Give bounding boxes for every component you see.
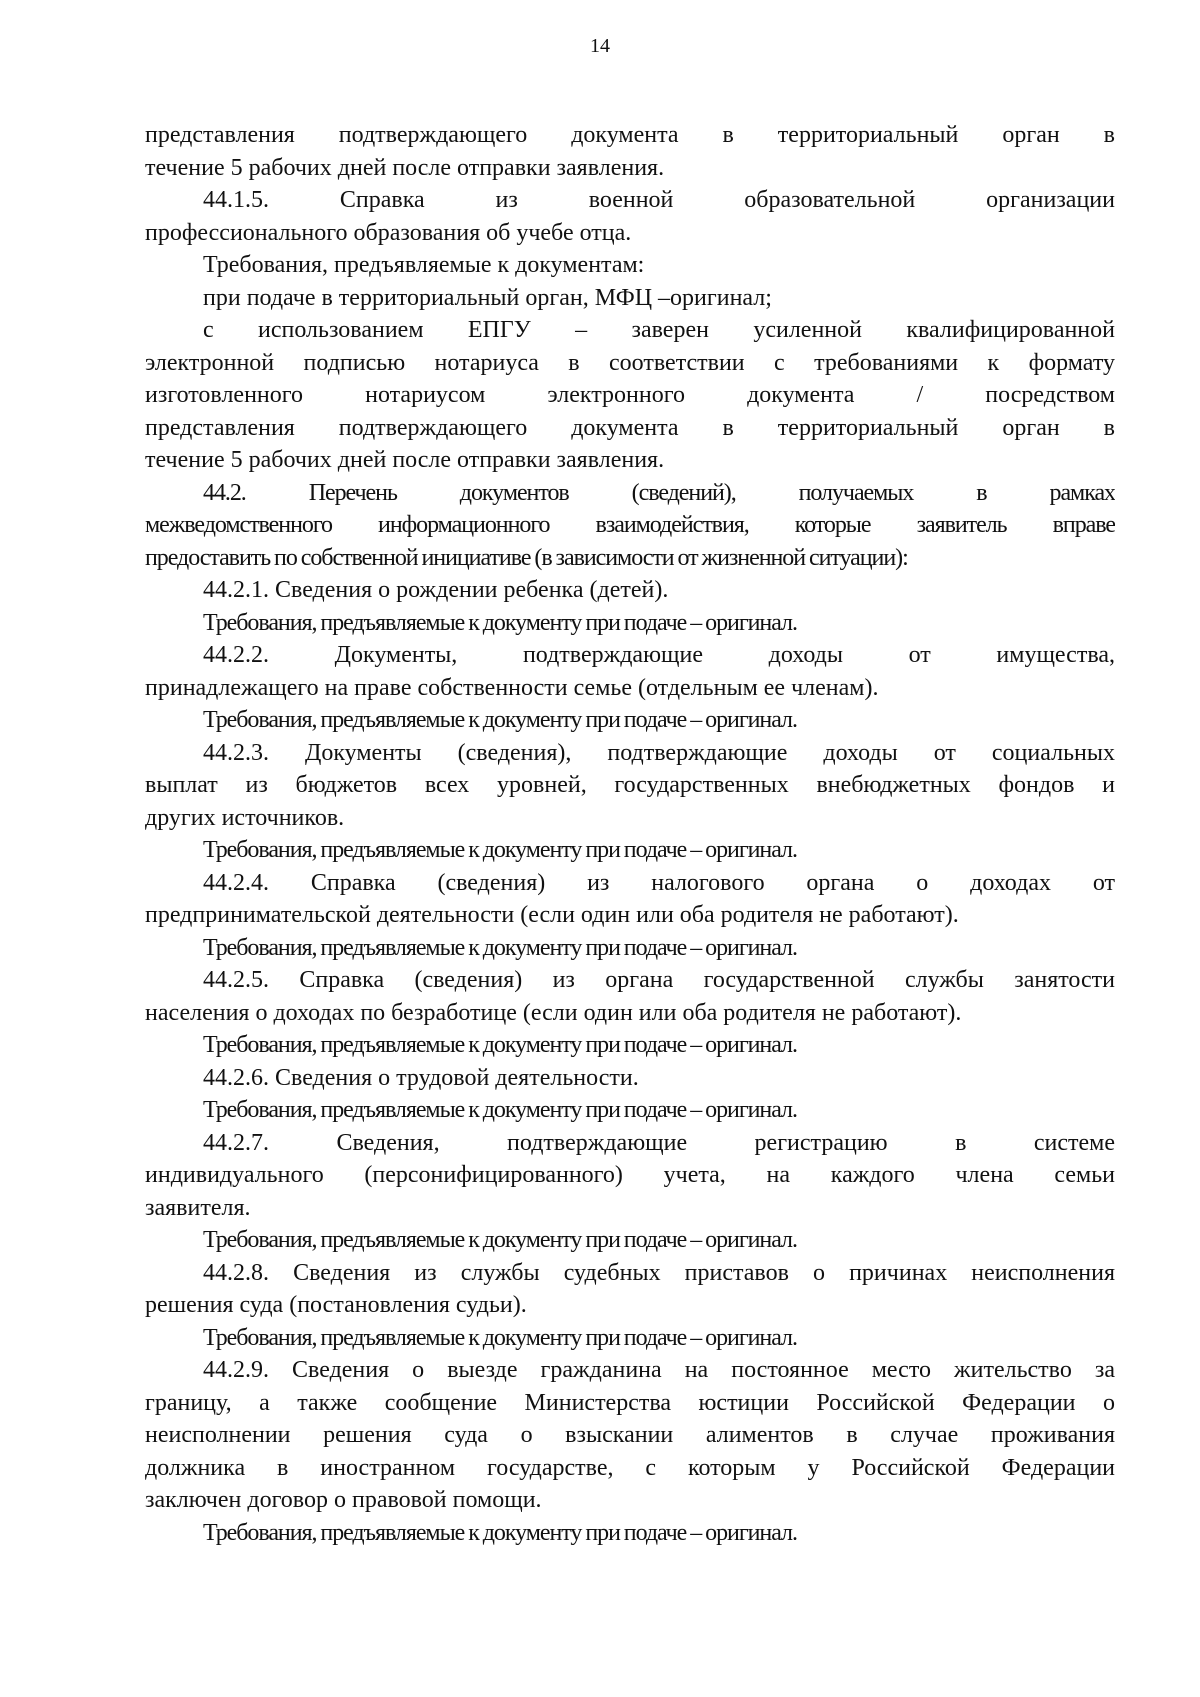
- page-number: 14: [590, 35, 610, 57]
- text-line: течение 5 рабочих дней после отправки заявления.: [145, 447, 665, 473]
- text-line: заключен договор о правовой помощи.: [145, 1487, 542, 1513]
- text-line: 44.2.2. Документы, подтверждающие доходы от имущества,: [203, 642, 1115, 668]
- text-line: 44.2.3. Документы (сведения), подтверждающие доходы от социальных: [203, 739, 1115, 766]
- text-line: Требования, предъявляемые к документам:: [203, 252, 645, 278]
- text-line: 44.2. Перечень документов (сведений), получаемых в рамках: [203, 479, 1115, 506]
- text-line: 44.2.4. Справка (сведения) из налогового органа о доходах от: [203, 869, 1115, 896]
- text-line: индивидуального (персонифицированного) учета, на каждого члена семьи: [145, 1162, 1115, 1188]
- text-line: Требования, предъявляемые к документу при подаче – оригинал.: [203, 609, 797, 636]
- text-line: Требования, предъявляемые к документу при подаче – оригинал.: [203, 1032, 797, 1058]
- text-line: Требования, предъявляемые к документу при подаче – оригинал.: [203, 1519, 797, 1546]
- text-line: других источников.: [145, 804, 345, 831]
- text-line: 44.2.6. Сведения о трудовой деятельности.: [203, 1064, 639, 1091]
- text-line: 44.2.9. Сведения о выезде гражданина на постоянное место жительство за: [203, 1357, 1115, 1383]
- text-line: 44.2.1. Сведения о рождении ребенка (детей).: [203, 577, 669, 603]
- text-line: представления подтверждающего документа в территориальный орган в: [145, 414, 1115, 441]
- text-line: Требования, предъявляемые к документу при подаче – оригинал.: [203, 707, 797, 733]
- text-line: заявителя.: [145, 1194, 251, 1221]
- text-line: с использованием ЕПГУ – заверен усиленной квалифицированной: [203, 317, 1115, 343]
- text-line: предоставить по собственной инициативе (в зависимости от жизненной ситуации):: [145, 544, 908, 571]
- text-line: решения суда (постановления судьи).: [145, 1292, 527, 1318]
- text-line: изготовленного нотариусом электронного документа / посредством: [145, 382, 1115, 408]
- text-line: 44.2.5. Справка (сведения) из органа государственной службы занятости: [203, 967, 1115, 993]
- text-line: 44.2.8. Сведения из службы судебных приставов о причинах неисполнения: [203, 1259, 1115, 1286]
- text-line: Требования, предъявляемые к документу при подаче – оригинал.: [203, 934, 797, 961]
- text-line: населения о доходах по безработице (если один или оба родителя не работают).: [145, 999, 962, 1026]
- text-line: течение 5 рабочих дней после отправки заявления.: [145, 154, 665, 181]
- text-line: электронной подписью нотариуса в соответствии с требованиями к формату: [145, 349, 1115, 376]
- document-body: [145, 119, 1115, 1549]
- text-line: 44.1.5. Справка из военной образовательной организации: [203, 187, 1115, 213]
- text-line: предпринимательской деятельности (если один или оба родителя не работают).: [145, 902, 959, 928]
- text-line: Требования, предъявляемые к документу при подаче – оригинал.: [203, 1227, 797, 1253]
- text-line: принадлежащего на праве собственности семье (отдельным ее членам).: [145, 674, 879, 701]
- text-line: представления подтверждающего документа в территориальный орган в: [145, 122, 1115, 148]
- text-line: при подаче в территориальный орган, МФЦ –оригинал;: [203, 284, 772, 311]
- text-line: Требования, предъявляемые к документу при подаче – оригинал.: [203, 1097, 797, 1123]
- text-line: границу, а также сообщение Министерства юстиции Российской Федерации о: [145, 1389, 1115, 1416]
- text-line: должника в иностранном государстве, с которым у Российской Федерации: [145, 1454, 1115, 1481]
- text-line: профессионального образования об учебе отца.: [145, 219, 632, 246]
- text-line: Требования, предъявляемые к документу при подаче – оригинал.: [203, 837, 797, 863]
- text-line: Требования, предъявляемые к документу при подаче – оригинал.: [203, 1324, 797, 1351]
- text-line: межведомственного информационного взаимодействия, которые заявитель вправе: [145, 512, 1115, 538]
- text-line: 44.2.7. Сведения, подтверждающие регистрацию в системе: [203, 1129, 1115, 1156]
- text-line: выплат из бюджетов всех уровней, государственных внебюджетных фондов и: [145, 772, 1115, 798]
- text-line: неисполнении решения суда о взыскании алиментов в случае проживания: [145, 1422, 1115, 1448]
